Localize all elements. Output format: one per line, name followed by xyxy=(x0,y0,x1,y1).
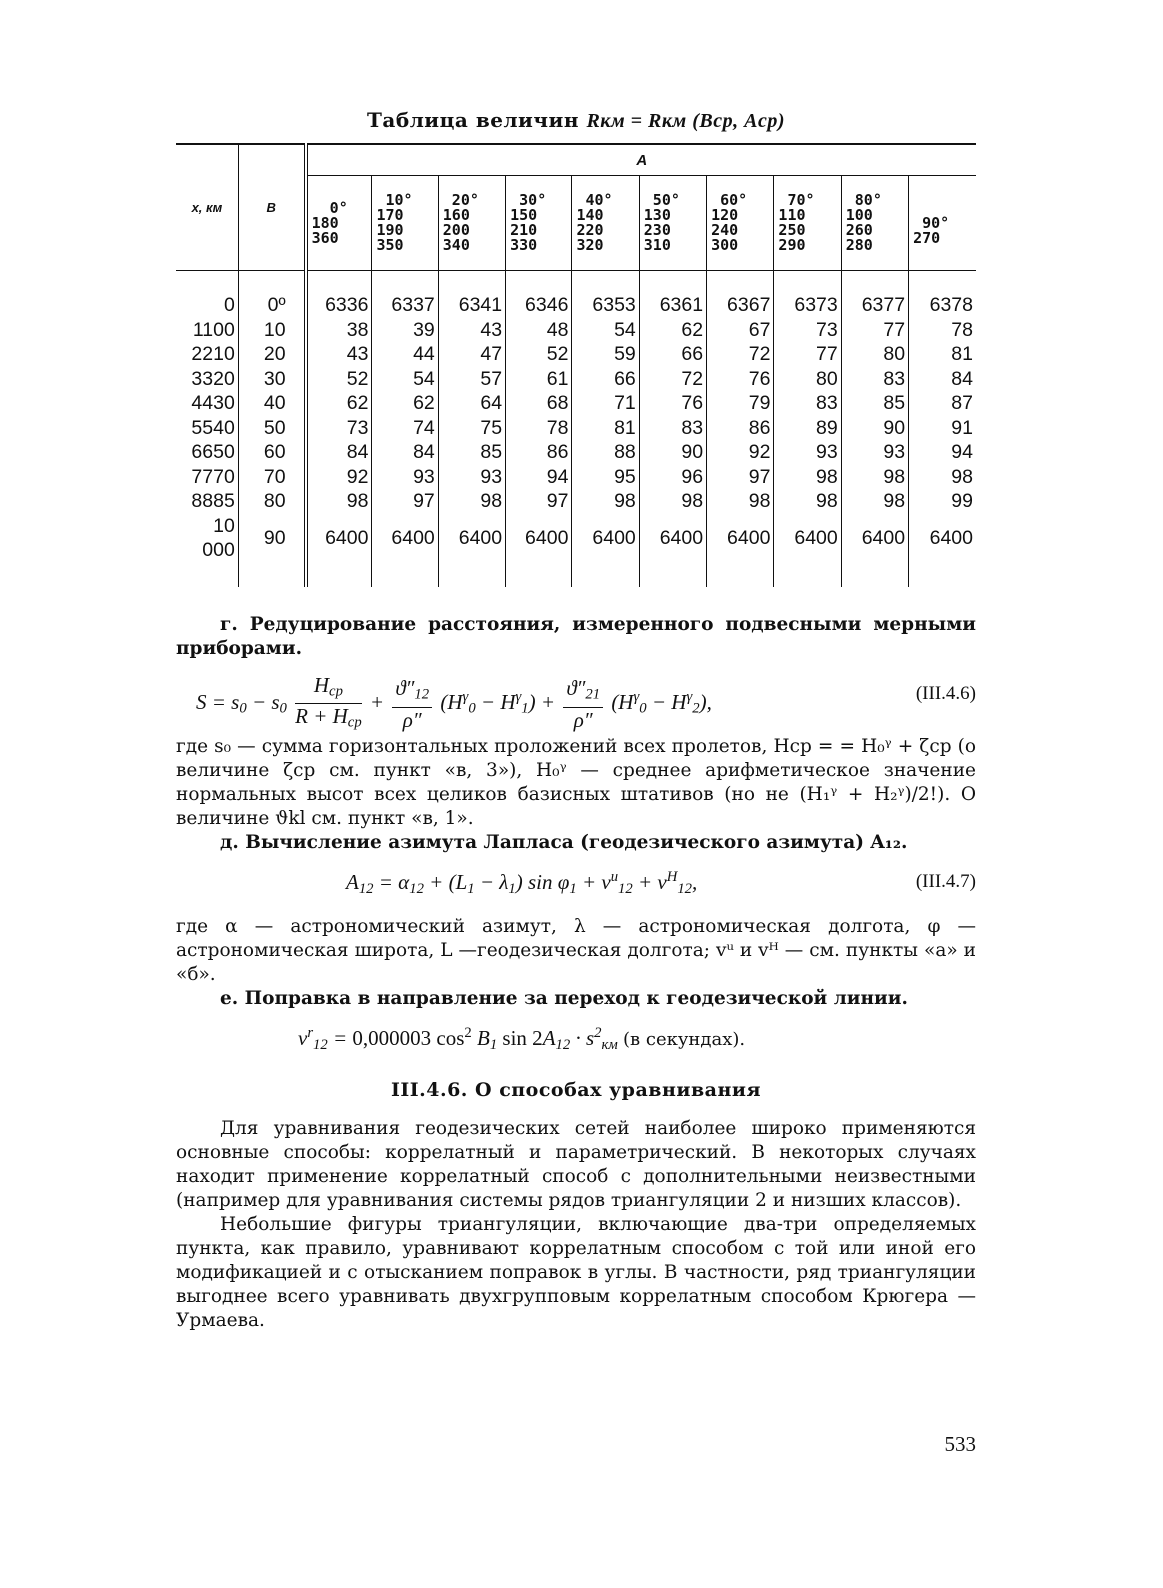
cell-value: 62 xyxy=(639,318,706,343)
table-title xyxy=(176,108,976,133)
cell-value: 93 xyxy=(841,440,908,465)
cell-b: 20 xyxy=(238,342,305,367)
cell-value: 59 xyxy=(572,342,639,367)
table-row xyxy=(176,514,976,587)
formula-number-III-4-7: (III.4.7) xyxy=(915,870,976,892)
cell-value: 74 xyxy=(372,416,438,441)
cell-value: 6400 xyxy=(306,514,372,587)
angle-header: 70° 110 250 290 xyxy=(774,176,841,271)
angle-header: 90° 270 xyxy=(909,176,976,271)
cell-value: 6373 xyxy=(774,293,841,318)
column-group-header-a: A xyxy=(306,144,976,176)
cell-value: 57 xyxy=(438,367,505,392)
section-d-heading: д. Вычисление азимута Лапласа (геодезического азимута) A₁₂. xyxy=(220,831,908,853)
cell-value: 6378 xyxy=(909,293,976,318)
column-header-b: B xyxy=(238,144,305,271)
cell-value: 64 xyxy=(438,391,505,416)
cell-value: 62 xyxy=(306,391,372,416)
angle-header: 50° 130 230 310 xyxy=(639,176,706,271)
cell-value: 98 xyxy=(841,465,908,490)
angle-header: 10° 170 190 350 xyxy=(372,176,438,271)
table-row xyxy=(176,367,976,392)
cell-x-km: 7770 xyxy=(191,465,235,488)
table-row xyxy=(176,489,976,514)
cell-value: 98 xyxy=(707,489,774,514)
cell-value: 97 xyxy=(506,489,572,514)
angle-header: 30° 150 210 330 xyxy=(506,176,572,271)
cell-value: 83 xyxy=(841,367,908,392)
cell-value: 43 xyxy=(438,318,505,343)
cell-value: 6361 xyxy=(639,293,706,318)
formula-number-III-4-6: (III.4.6) xyxy=(915,682,976,704)
angle-header: 80° 100 260 280 xyxy=(841,176,908,271)
cell-x-km: 6650 xyxy=(191,441,235,463)
section-g-heading: г. Редуцирование расстояния, измеренного подвесными мерными приборами. xyxy=(176,613,976,659)
cell-value: 85 xyxy=(841,391,908,416)
table-title-formula: Rкм = Rкм (Bср, Aср) xyxy=(586,110,785,132)
cell-value: 88 xyxy=(572,440,639,465)
cell-value: 98 xyxy=(438,489,505,514)
angle-header: 40° 140 220 320 xyxy=(572,176,639,271)
cell-value: 6400 xyxy=(438,514,505,587)
cell-value: 85 xyxy=(438,440,505,465)
cell-value: 98 xyxy=(306,489,372,514)
cell-x-km: 5540 xyxy=(191,416,235,439)
cell-value: 44 xyxy=(372,342,438,367)
cell-x-km: 0 xyxy=(223,294,235,316)
cell-b: 40 xyxy=(238,391,305,416)
cell-value: 6400 xyxy=(774,514,841,587)
cell-value: 81 xyxy=(572,416,639,441)
cell-value: 38 xyxy=(306,318,372,343)
cell-value: 76 xyxy=(707,367,774,392)
cell-value: 99 xyxy=(909,489,976,514)
formula-III-4-6: $S = s_0 - s_0$ $\frac{H_{ср}}{R + H_{ср}}$ + $\frac{ϑ''_{12}}{\rho''}$ $(H^\gamma_0 - H^\gamma_1)$ + $\frac{ϑ''_{21}}{\rho''}$ $(H^\gamma_0 - H^\gamma_2)$, (III.4.6) xyxy=(196,672,976,732)
cell-b: 70 xyxy=(238,465,305,490)
cell-value: 90 xyxy=(639,440,706,465)
cell-x-km: 3320 xyxy=(191,367,235,390)
table-row xyxy=(176,391,976,416)
cell-value: 61 xyxy=(506,367,572,392)
cell-x-km: 4430 xyxy=(191,392,235,414)
cell-value: 78 xyxy=(909,318,976,343)
cell-value: 80 xyxy=(841,342,908,367)
cell-value: 93 xyxy=(438,465,505,490)
cell-value: 6400 xyxy=(506,514,572,587)
cell-value: 90 xyxy=(841,416,908,441)
cell-value: 98 xyxy=(774,465,841,490)
cell-value: 54 xyxy=(372,367,438,392)
cell-value: 95 xyxy=(572,465,639,490)
cell-b: 30 xyxy=(238,367,305,392)
cell-value: 62 xyxy=(372,391,438,416)
cell-b: 0º xyxy=(238,293,305,318)
table-row xyxy=(176,440,976,465)
cell-value: 73 xyxy=(306,416,372,441)
column-header-x: x, км xyxy=(176,144,238,271)
cell-value: 6377 xyxy=(841,293,908,318)
radius-table xyxy=(176,143,976,587)
formula-suffix: (в секундах). xyxy=(622,1028,746,1050)
angle-header: 20° 160 200 340 xyxy=(438,176,505,271)
cell-value: 94 xyxy=(506,465,572,490)
cell-value: 72 xyxy=(639,367,706,392)
table-row xyxy=(176,342,976,367)
cell-value: 66 xyxy=(639,342,706,367)
cell-value: 6400 xyxy=(909,514,976,587)
cell-value: 6400 xyxy=(639,514,706,587)
cell-value: 98 xyxy=(909,465,976,490)
cell-value: 72 xyxy=(707,342,774,367)
cell-value: 83 xyxy=(774,391,841,416)
cell-value: 52 xyxy=(506,342,572,367)
table-row xyxy=(176,293,976,318)
cell-value: 97 xyxy=(707,465,774,490)
cell-value: 77 xyxy=(841,318,908,343)
cell-value: 6341 xyxy=(438,293,505,318)
cell-value: 6367 xyxy=(707,293,774,318)
angle-header: 60° 120 240 300 xyxy=(707,176,774,271)
cell-b: 90 xyxy=(238,514,305,587)
section-d-where: где α — астрономический азимут, λ — астрономическая долгота, φ — астрономическая широта, L —геодезическая долгота; vᵘ и vᴴ — см. пункты «а» и «б». xyxy=(176,915,976,985)
cell-value: 76 xyxy=(639,391,706,416)
cell-value: 98 xyxy=(774,489,841,514)
cell-value: 86 xyxy=(506,440,572,465)
cell-value: 39 xyxy=(372,318,438,343)
cell-x-km: 2210 xyxy=(191,343,235,365)
cell-value: 6400 xyxy=(572,514,639,587)
cell-value: 6346 xyxy=(506,293,572,318)
formula-correction: $v^r_{12} = 0,000003$ $\cos^2 B_1$ $\sin 2A_{12} \cdot s^2_{км}$ (в секундах). xyxy=(298,1024,746,1053)
cell-value: 91 xyxy=(909,416,976,441)
cell-value: 6336 xyxy=(306,293,372,318)
angle-header: 0° 180 360 xyxy=(306,176,372,271)
cell-value: 84 xyxy=(909,367,976,392)
cell-value: 87 xyxy=(909,391,976,416)
cell-value: 73 xyxy=(774,318,841,343)
cell-value: 67 xyxy=(707,318,774,343)
cell-value: 98 xyxy=(639,489,706,514)
cell-value: 6337 xyxy=(372,293,438,318)
cell-value: 52 xyxy=(306,367,372,392)
cell-value: 97 xyxy=(372,489,438,514)
cell-value: 6400 xyxy=(841,514,908,587)
cell-x-km: 10 000 xyxy=(202,514,235,561)
cell-value: 66 xyxy=(572,367,639,392)
cell-value: 93 xyxy=(774,440,841,465)
cell-value: 47 xyxy=(438,342,505,367)
cell-value: 92 xyxy=(306,465,372,490)
cell-value: 92 xyxy=(707,440,774,465)
cell-value: 54 xyxy=(572,318,639,343)
cell-value: 77 xyxy=(774,342,841,367)
paragraph-1: Для уравнивания геодезических сетей наиболее широко применяются основные способы: коррелатный и параметрический. В некоторых случаях находит применение коррелатный способ с дополнительными неизвестными (например для уравнивания системы рядов триангуляции 2 и низших классов). xyxy=(176,1117,976,1211)
cell-value: 86 xyxy=(707,416,774,441)
cell-value: 43 xyxy=(306,342,372,367)
cell-value: 75 xyxy=(438,416,505,441)
table-title-prefix: Таблица величин xyxy=(367,108,579,132)
cell-b: 10 xyxy=(238,318,305,343)
cell-value: 78 xyxy=(506,416,572,441)
formula-III-4-7: $A_{12} = \alpha_{12} + (L_1 - \lambda_1)$ $\sin \varphi_1 + v^u_{12} + v^H_{12}$, (III.4.7) xyxy=(346,868,976,897)
cell-value: 98 xyxy=(841,489,908,514)
cell-value: 6400 xyxy=(707,514,774,587)
paragraph-2: Небольшие фигуры триангуляции, включающие два-три определяемых пункта, как правило, уравнивают коррелатным способом с той или иной его модификацией и с отысканием поправок в углы. В частности, ряд триангуляции выгоднее всего уравнивать двухгрупповым коррелатным способом Крюгера — Урмаева. xyxy=(176,1213,976,1331)
cell-value: 98 xyxy=(572,489,639,514)
cell-value: 96 xyxy=(639,465,706,490)
cell-value: 6400 xyxy=(372,514,438,587)
section-g-where: где s₀ — сумма горизонтальных проложений всех пролетов, Hср = = H₀ᵞ + ζср (о величине ζср см. пункт «в, 3»), H₀ᵞ — среднее арифметическое значение нормальных высот всех целиков базисных штативов (но не (H₁ᵞ + H₂ᵞ)/2!). О величине ϑkl см. пункт «в, 1». xyxy=(176,735,976,829)
cell-value: 79 xyxy=(707,391,774,416)
cell-value: 48 xyxy=(506,318,572,343)
table-row xyxy=(176,465,976,490)
cell-b: 50 xyxy=(238,416,305,441)
cell-x-km: 8885 xyxy=(191,490,235,512)
cell-value: 80 xyxy=(774,367,841,392)
section-e-heading: е. Поправка в направление за переход к геодезической линии. xyxy=(220,987,908,1009)
cell-x-km: 1100 xyxy=(192,318,235,341)
cell-value: 68 xyxy=(506,391,572,416)
section-title-III-4-6: III.4.6. О способах уравнивания xyxy=(390,1078,762,1101)
cell-b: 60 xyxy=(238,440,305,465)
table-row xyxy=(176,416,976,441)
cell-value: 94 xyxy=(909,440,976,465)
cell-value: 89 xyxy=(774,416,841,441)
table-row xyxy=(176,318,976,343)
cell-value: 6353 xyxy=(572,293,639,318)
cell-value: 93 xyxy=(372,465,438,490)
cell-value: 84 xyxy=(306,440,372,465)
cell-value: 81 xyxy=(909,342,976,367)
cell-value: 71 xyxy=(572,391,639,416)
cell-value: 83 xyxy=(639,416,706,441)
cell-b: 80 xyxy=(238,489,305,514)
page-content xyxy=(176,108,976,1333)
cell-value: 84 xyxy=(372,440,438,465)
page-number: 533 xyxy=(944,1432,976,1456)
